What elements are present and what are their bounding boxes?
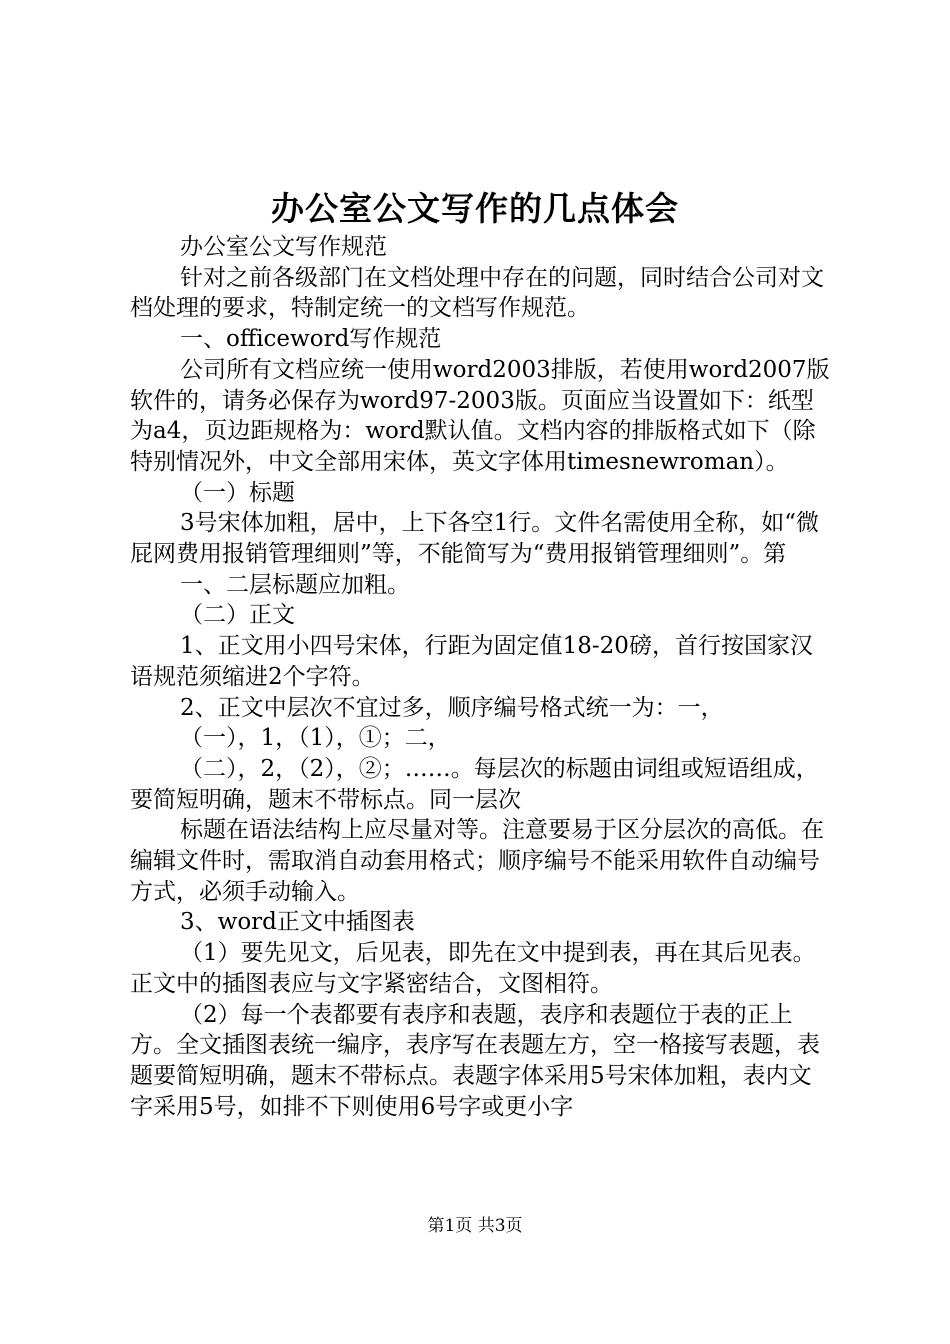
paragraph: 针对之前各级部门在文档处理中存在的问题，同时结合公司对文档处理的要求，特制定统一的文档写作规范。 <box>130 264 824 322</box>
section-heading: （一）标题 <box>180 479 295 506</box>
paragraph: （二），2，（2），②；……。每层次的标题由词组或短语组成，要简短明确，题末不带标点。同一层次 <box>130 755 819 813</box>
page-footer: 第1页 共3页 <box>427 1216 523 1236</box>
document-body <box>130 232 830 1122</box>
paragraph: 办公室公文写作规范 <box>180 234 387 260</box>
section-heading: 一、officeword写作规范 <box>180 326 442 353</box>
paragraph: 一、二层标题应加粗。 <box>180 571 410 598</box>
section-heading: 3、word正文中插图表 <box>180 909 415 936</box>
paragraph: （一），1，（1），①；二， <box>180 725 451 752</box>
paragraph: （1）要先见文，后见表，即先在文中提到表，再在其后见表。正文中的插图表应与文字紧密结合，文图相符。 <box>130 940 816 997</box>
paragraph: 1、正文用小四号宋体，行距为固定值18-20磅，首行按国家汉语规范须缩进2个字符。 <box>130 633 813 690</box>
paragraph: 3号宋体加粗，居中，上下各空1行。文件名需使用全称，如“微屁网费用报销管理细则”等，不能简写为“费用报销管理细则”。第 <box>130 510 820 568</box>
document-title: 办公室公文写作的几点体会 <box>271 189 679 228</box>
paragraph: （2）每一个表都要有表序和表题，表序和表题位于表的正上方。全文插图表统一编序，表序写在表题左方，空一格接写表题，表题要简短明确，题末不带标点。表题字体采用5号宋体加粗，表内文字采用5号，如排不下则使用6号字或更小字 <box>130 1001 820 1120</box>
paragraph: 2、正文中层次不宜过多，顺序编号格式统一为：一， <box>180 694 724 721</box>
paragraph: 标题在语法结构上应尽量对等。注意要易于区分层次的高低。在编辑文件时，需取消自动套用格式；顺序编号不能采用软件自动编号方式，必须手动输入。 <box>130 817 824 905</box>
section-heading: （二）正文 <box>180 602 295 629</box>
paragraph: 公司所有文档应统一使用word2003排版，若使用word2007版软件的，请务必保存为word97-2003版。页面应当设置如下：纸型为a4，页边距规格为：word默认值。文档内容的排版格式如下（除特别情况外，中文全部用宋体，英文字体用timesnewroman）。 <box>130 356 830 475</box>
